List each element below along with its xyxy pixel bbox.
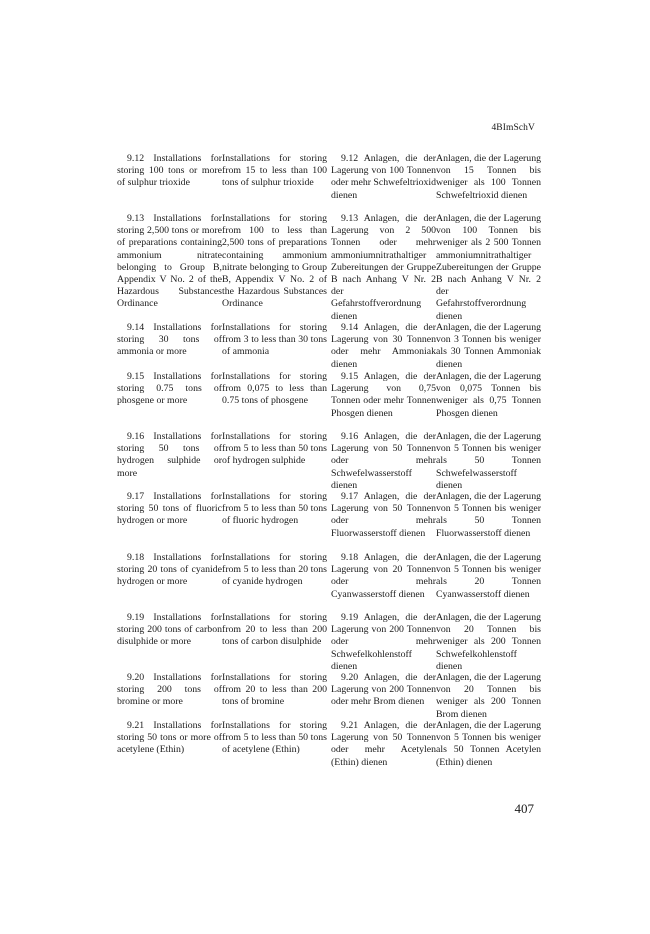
de-requirement-9-18: 9.18 Anlagen, die der Lagerung von 20 Tonnen oder mehr Cyanwasserstoff dienen bbox=[331, 552, 436, 600]
en-requirement-9-21: 9.21 Installations for storing 50 tons or more of acetylene (Ethin) bbox=[117, 720, 222, 756]
de-threshold-9-15: Anlagen, die der Lagerung von 0,075 Tonnen bis weniger als 0,75 Tonnen Phosgen dienen bbox=[436, 371, 542, 419]
de-threshold-9-20: Anlagen, die der Lagerung von 20 Tonnen bis weniger als 200 Tonnen Brom dienen bbox=[436, 672, 542, 720]
en-requirement-9-14: 9.14 Installations for storing 30 tons of ammonia or more bbox=[117, 322, 222, 358]
en-threshold-9-16: Installations for storing from 5 to less than 50 tons of hydrogen sulphide bbox=[222, 431, 327, 467]
de-requirement-9-17: 9.17 Anlagen, die der Lagerung von 50 Tonnen oder mehr Fluorwasserstoff dienen bbox=[331, 491, 436, 539]
de-threshold-9-14: Anlagen, die der Lagerung von 3 Tonnen bis weniger als 30 Tonnen Ammoniak dienen bbox=[436, 322, 542, 370]
en-threshold-9-12: Installations for storing from 15 to less than 100 tons of sulphur trioxide bbox=[222, 153, 327, 189]
de-threshold-9-18: Anlagen, die der Lagerung von 5 Tonnen bis weniger als 20 Tonnen Cyanwasserstoff dienen bbox=[436, 552, 542, 600]
de-requirement-9-21: 9.21 Anlagen, die der Lagerung von 50 Tonnen oder mehr Acetylen (Ethin) dienen bbox=[331, 720, 436, 768]
page-number: 407 bbox=[514, 801, 534, 816]
de-threshold-9-13: Anlagen, die der Lagerung von 100 Tonnen bis weniger als 2 500 Tonnen ammoniumnitrathaltiger Zubereitungen der Gruppe B nach Anhang V Nr. 2 der Gefahrstoffverordnung dienen bbox=[436, 213, 542, 322]
en-threshold-9-20: Installations for storing from 20 to less than 200 tons of bromine bbox=[222, 672, 327, 708]
en-requirement-9-15: 9.15 Installations for storing 0.75 tons of phosgene or more bbox=[117, 371, 222, 407]
running-header: 4BImSchV bbox=[491, 123, 535, 133]
en-requirement-9-19: 9.19 Installations for storing 200 tons of carbon disulphide or more bbox=[117, 612, 222, 648]
en-threshold-9-15: Installations for storing from 0,075 to less than 0.75 tons of phosgene bbox=[222, 371, 327, 407]
de-threshold-9-17: Anlagen, die der Lagerung von 5 Tonnen bis weniger als 50 Tonnen Fluorwasserstoff dienen bbox=[436, 491, 542, 539]
de-threshold-9-21: Anlagen, die der Lagerung von 5 Tonnen bis weniger als 50 Tonnen Acetylen (Ethin) dienen bbox=[436, 720, 542, 768]
de-requirement-9-13: 9.13 Anlagen, die der Lagerung von 2 500 Tonnen oder mehr ammoniumnitrathaltiger Zubereitungen der Gruppe B nach Anhang V Nr. 2 der Gefahrstoffverordnung dienen bbox=[331, 213, 436, 322]
de-requirement-9-16: 9.16 Anlagen, die der Lagerung von 50 Tonnen oder mehr Schwefelwasserstoff dienen bbox=[331, 431, 436, 491]
de-threshold-9-19: Anlagen, die der Lagerung von 20 Tonnen bis weniger als 200 Tonnen Schwefelkohlenstoff dienen bbox=[436, 612, 542, 672]
de-requirement-9-15: 9.15 Anlagen, die der Lagerung von 0,75 Tonnen oder mehr Tonnen Phosgen dienen bbox=[331, 371, 436, 419]
en-threshold-9-17: Installations for storing from 5 to less than 50 tons of fluoric hydrogen bbox=[222, 491, 327, 527]
en-requirement-9-12: 9.12 Installations for storing 100 tons or more of sulphur trioxide bbox=[117, 153, 222, 189]
de-requirement-9-14: 9.14 Anlagen, die der Lagerung von 30 Tonnen oder mehr Ammoniak dienen bbox=[331, 322, 436, 370]
en-threshold-9-14: Installations for storing from 3 to less than 30 tons of ammonia bbox=[222, 322, 327, 358]
en-requirement-9-20: 9.20 Installations for storing 200 tons of bromine or more bbox=[117, 672, 222, 708]
de-requirement-9-20: 9.20 Anlagen, die der Lagerung von 200 Tonnen oder mehr Brom dienen bbox=[331, 672, 436, 708]
en-requirement-9-16: 9.16 Installations for storing 50 tons of hydrogen sulphide or more bbox=[117, 431, 222, 479]
en-requirement-9-13: 9.13 Installations for storing 2,500 tons or more of preparations containing ammonium nitrate belonging to Group B, Appendix V No. 2 of the Hazardous Substances Ordinance bbox=[117, 213, 222, 310]
en-requirement-9-17: 9.17 Installations for storing 50 tons of fluoric hydrogen or more bbox=[117, 491, 222, 527]
en-requirement-9-18: 9.18 Installations for storing 20 tons of cyanide hydrogen or more bbox=[117, 552, 222, 588]
de-requirement-9-19: 9.19 Anlagen, die der Lagerung von 200 Tonnen oder mehr Schwefelkohlenstoff dienen bbox=[331, 612, 436, 672]
de-threshold-9-12: Anlagen, die der Lagerung von 15 Tonnen bis weniger als 100 Tonnen Schwefeltrioxid dienen bbox=[436, 153, 542, 201]
en-threshold-9-18: Installations for storing from 5 to less than 20 tons of cyanide hydrogen bbox=[222, 552, 327, 588]
en-threshold-9-19: Installations for storing from 20 to less than 200 tons of carbon disulphide bbox=[222, 612, 327, 648]
en-threshold-9-21: Installations for storing from 5 to less than 50 tons of acetylene (Ethin) bbox=[222, 720, 327, 756]
de-requirement-9-12: 9.12 Anlagen, die der Lagerung von 100 Tonnen oder mehr Schwefeltrioxid dienen bbox=[331, 153, 437, 201]
en-threshold-9-13: Installations for storing from 100 to less than 2,500 tons of preparations containing ammonium nitrate belonging to Group B, Appendix V No. 2 of the Hazardous Substances Ordinance bbox=[222, 213, 327, 310]
de-threshold-9-16: Anlagen, die der Lagerung von 5 Tonnen bis weniger als 50 Tonnen Schwefelwasserstoff dienen bbox=[436, 431, 542, 491]
